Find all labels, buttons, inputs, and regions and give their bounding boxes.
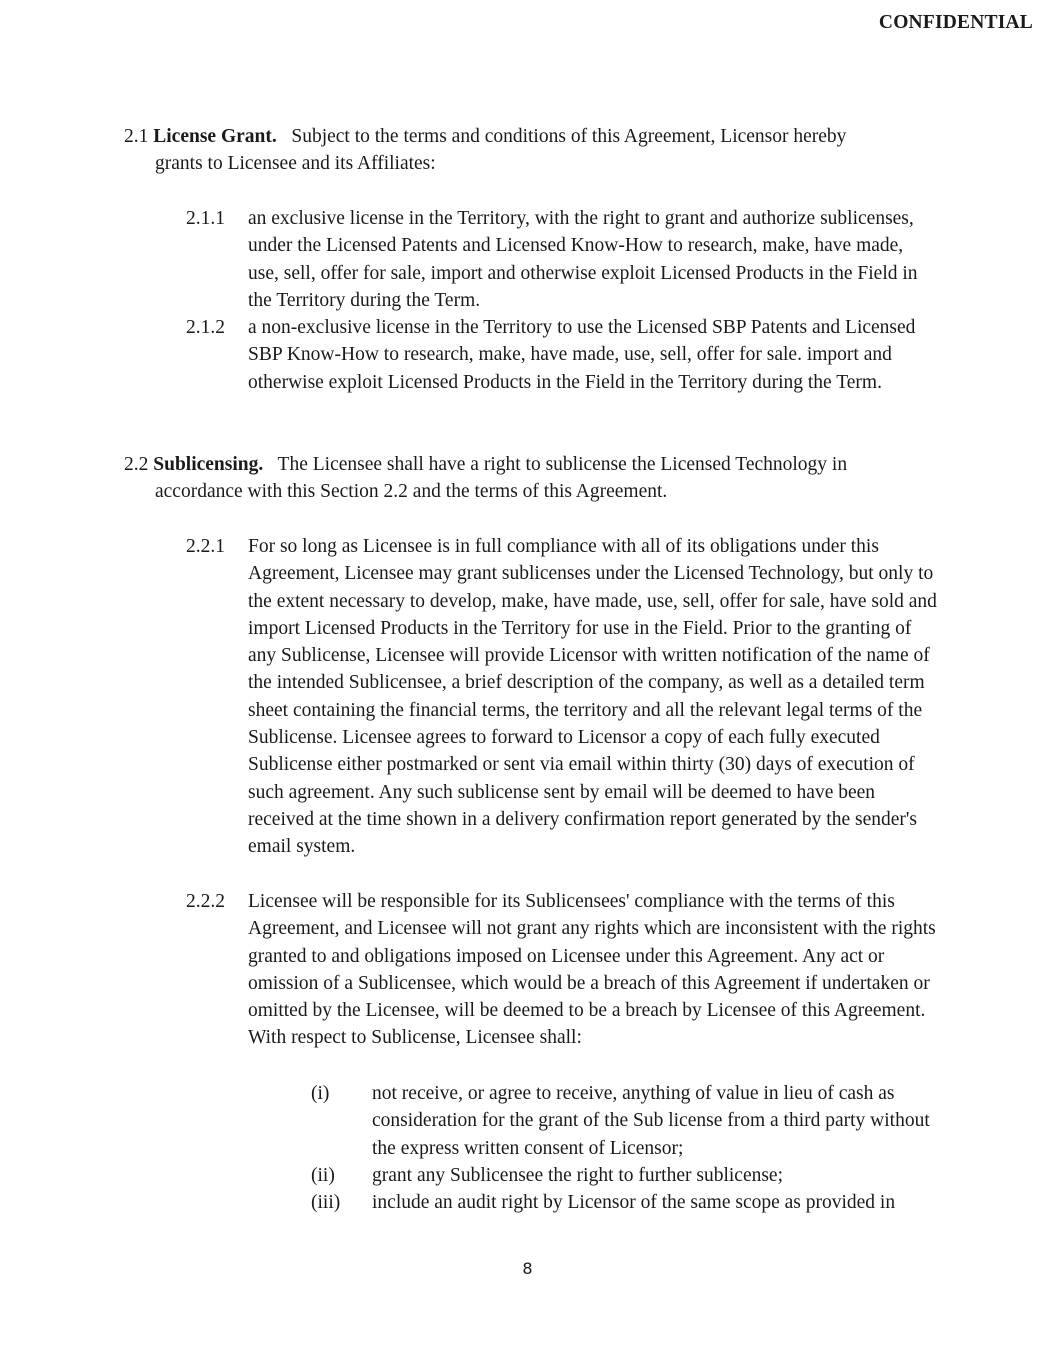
confidential-header: CONFIDENTIAL (878, 12, 1033, 33)
clause-text: Licensee will be responsible for its Sublicensees' compliance with the terms of this Agreement, and Licensee will not grant any rights which are inconsistent with the rights granted to and obligations imposed on Licensee under this Agreement. Any act or omission of a Sublicensee, which would be a breach of this Agreement if undertaken or omitted by the Licensee, will be deemed to be a breach by Licensee of this Agreement. With respect to Sublicense, Licensee shall: (248, 891, 936, 1049)
clause-text: a non-exclusive license in the Territory to use the Licensed SBP Patents and Licensed SBP Know-How to research, make, have made, use, sell, offer for sale. import and otherwise exploit Licensed Products in the Field in the Territory during the Term. (248, 317, 916, 393)
clause-text: For so long as Licensee is in full compliance with all of its obligations under this Agreement, Licensee may grant sublicenses under the Licensed Technology, but only to the extent necessary to develop, make, have made, use, sell, offer for sale, have sold and import Licensed Products in the Territory for use in the Field. Prior to the granting of any Sublicense, Licensee will provide Licensor with written notification of the name of the intended Sublicensee, a brief description of the company, as well as a detailed term sheet containing the financial terms, the territory and all the relevant legal terms of the Sublicense. Licensee agrees to forward to Licensor a copy of each fully executed Sublicense either postmarked or sent via email within thirty (30) days of execution of such agreement. Any such sublicense sent by email will be deemed to have been received at the time shown in a delivery confirmation report generated by the sender's email system. (248, 536, 937, 858)
section-title: License Grant. (153, 126, 277, 147)
clause-text: an exclusive license in the Territory, with the right to grant and authorize sublicenses, under the Licensed Patents and Licensed Know-How to research, make, have made, use, sell, offer for sale, import and otherwise exploit Licensed Products in the Field in the Territory during the Term. (248, 208, 918, 311)
section-intro-continuation: grants to Licensee and its Affiliates: (155, 153, 436, 174)
clause-number: 2.2.2 (186, 891, 225, 912)
section-intro-text: The Licensee shall have a right to sublicense the Licensed Technology in (277, 454, 848, 475)
section-2-1-heading (124, 123, 846, 150)
section-title: Sublicensing. (153, 454, 264, 475)
section-intro-continuation: accordance with this Section 2.2 and the terms of this Agreement. (155, 481, 668, 502)
section-2-2-heading (124, 451, 847, 478)
subclause-text: grant any Sublicensee the right to further sublicense; (372, 1165, 784, 1186)
clause-number: 2.1.2 (186, 317, 225, 338)
section-number: 2.2 (124, 454, 149, 475)
subclause-text: include an audit right by Licensor of the same scope as provided in (372, 1192, 896, 1213)
subclause-number: (i) (311, 1083, 330, 1104)
section-intro-text: Subject to the terms and conditions of this Agreement, Licensor hereby (291, 126, 847, 147)
section-number: 2.1 (124, 126, 149, 147)
subclause-number: (iii) (311, 1192, 341, 1213)
clause-number: 2.2.1 (186, 536, 225, 557)
subclause-number: (ii) (311, 1165, 335, 1186)
subclause-text: not receive, or agree to receive, anything of value in lieu of cash as consideration for the grant of the Sub license from a third party without the express written consent of Licensor; (372, 1083, 930, 1159)
page-number: 8 (522, 1259, 533, 1278)
clause-number: 2.1.1 (186, 208, 225, 229)
